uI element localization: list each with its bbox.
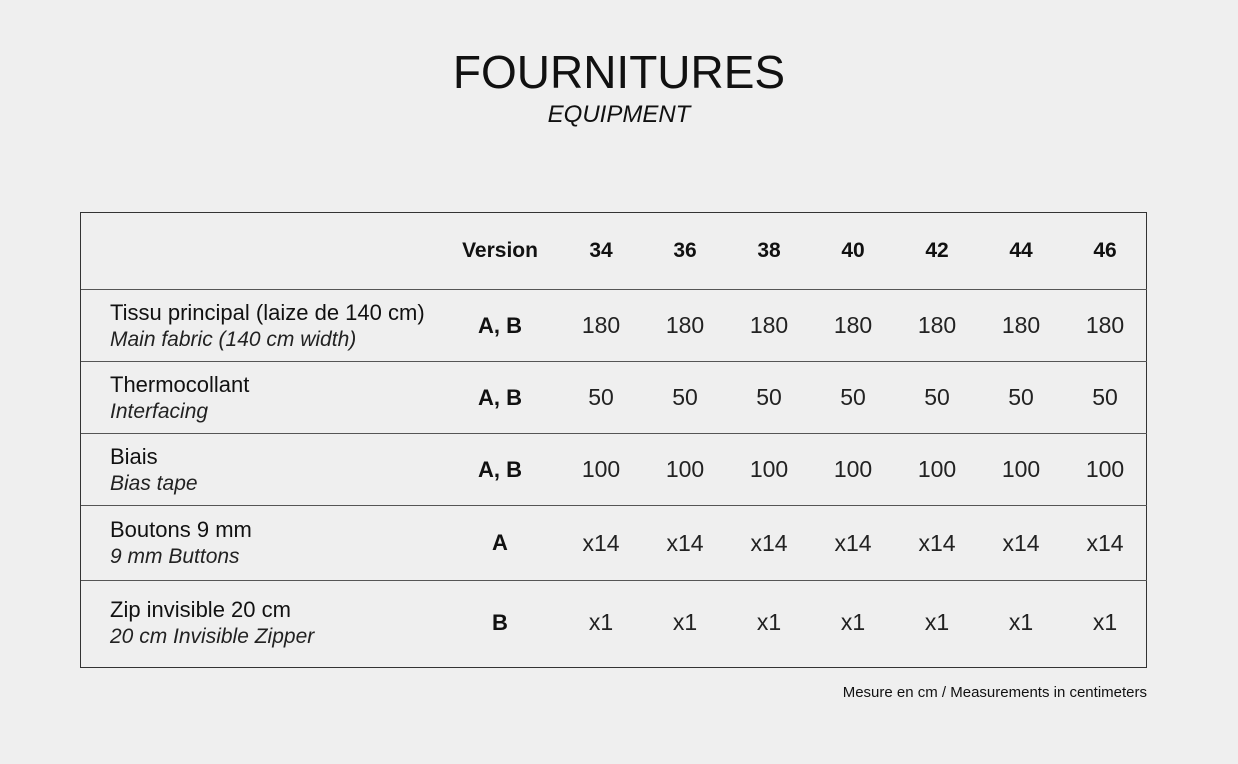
item-name-fr: Boutons 9 mm xyxy=(110,517,252,542)
row-label xyxy=(81,581,441,665)
row-value: 100 xyxy=(1001,456,1041,482)
row-label xyxy=(81,506,441,581)
row-value: 180 xyxy=(665,312,705,338)
row-value: x1 xyxy=(924,609,950,636)
item-name-en: Main fabric (140 cm width) xyxy=(110,327,357,351)
row-version: A, B xyxy=(478,312,522,338)
row-value: 50 xyxy=(1092,384,1118,410)
header-size: 34 xyxy=(589,239,613,262)
row-value: 100 xyxy=(1085,456,1125,482)
row-value: 180 xyxy=(1001,312,1041,338)
row-value: 50 xyxy=(672,384,698,410)
row-label xyxy=(81,362,441,434)
row-version: A, B xyxy=(478,456,522,482)
page-title: FOURNITURES xyxy=(452,46,786,98)
row-value: 100 xyxy=(665,456,705,482)
item-name-en: Bias tape xyxy=(110,471,198,495)
row-value: 100 xyxy=(917,456,957,482)
row-value: 50 xyxy=(756,384,782,410)
row-label xyxy=(81,434,441,506)
row-value: 100 xyxy=(749,456,789,482)
row-value: 180 xyxy=(917,312,957,338)
table-row xyxy=(81,362,1147,434)
item-name-en: Interfacing xyxy=(110,399,209,423)
row-value: 50 xyxy=(1008,384,1034,410)
row-value: x14 xyxy=(918,529,956,556)
row-value: x1 xyxy=(1008,609,1034,636)
page-subtitle: EQUIPMENT xyxy=(547,101,691,128)
row-version: A, B xyxy=(478,384,522,410)
row-value: x14 xyxy=(750,529,788,556)
row-value: x14 xyxy=(582,529,620,556)
row-value: 180 xyxy=(833,312,873,338)
header-empty-cell xyxy=(81,213,441,290)
row-value: x14 xyxy=(834,529,872,556)
row-value: x1 xyxy=(840,609,866,636)
row-value: x1 xyxy=(1092,609,1118,636)
item-name-en: 20 cm Invisible Zipper xyxy=(110,624,315,648)
header-size: 42 xyxy=(925,239,949,262)
measurement-note: Mesure en cm / Measurements in centimeters xyxy=(842,684,1147,701)
row-value: x1 xyxy=(672,609,698,636)
row-value: 100 xyxy=(581,456,621,482)
table-row xyxy=(81,506,1147,581)
row-value: 180 xyxy=(581,312,621,338)
row-value: x1 xyxy=(756,609,782,636)
row-value: 180 xyxy=(749,312,789,338)
row-value: 50 xyxy=(588,384,614,410)
table-header-row xyxy=(81,213,1147,290)
row-value: 50 xyxy=(924,384,950,410)
header-size: 40 xyxy=(841,239,865,262)
row-value: 100 xyxy=(833,456,873,482)
item-name-fr: Tissu principal (laize de 140 cm) xyxy=(110,299,425,325)
row-value: x14 xyxy=(666,529,704,556)
row-version: B xyxy=(492,609,508,635)
row-value: x14 xyxy=(1086,529,1124,556)
row-version: A xyxy=(492,530,508,555)
row-value: 180 xyxy=(1085,312,1125,338)
item-name-en: 9 mm Buttons xyxy=(110,545,240,568)
supplies-table xyxy=(80,212,1147,668)
header-size: 36 xyxy=(673,239,697,262)
row-label xyxy=(81,290,441,362)
table-row xyxy=(81,290,1147,362)
item-name-fr: Thermocollant xyxy=(110,371,250,397)
row-value: x1 xyxy=(588,609,614,636)
item-name-fr: Zip invisible 20 cm xyxy=(110,596,291,622)
header-size: 44 xyxy=(1009,239,1033,262)
item-name-fr: Biais xyxy=(110,443,158,469)
table-row xyxy=(81,581,1147,665)
row-value: 50 xyxy=(840,384,866,410)
table-row xyxy=(81,434,1147,506)
header-size: 46 xyxy=(1093,239,1117,262)
header-version: Version xyxy=(462,239,538,262)
header-size: 38 xyxy=(757,239,781,262)
row-value: x14 xyxy=(1002,529,1040,556)
